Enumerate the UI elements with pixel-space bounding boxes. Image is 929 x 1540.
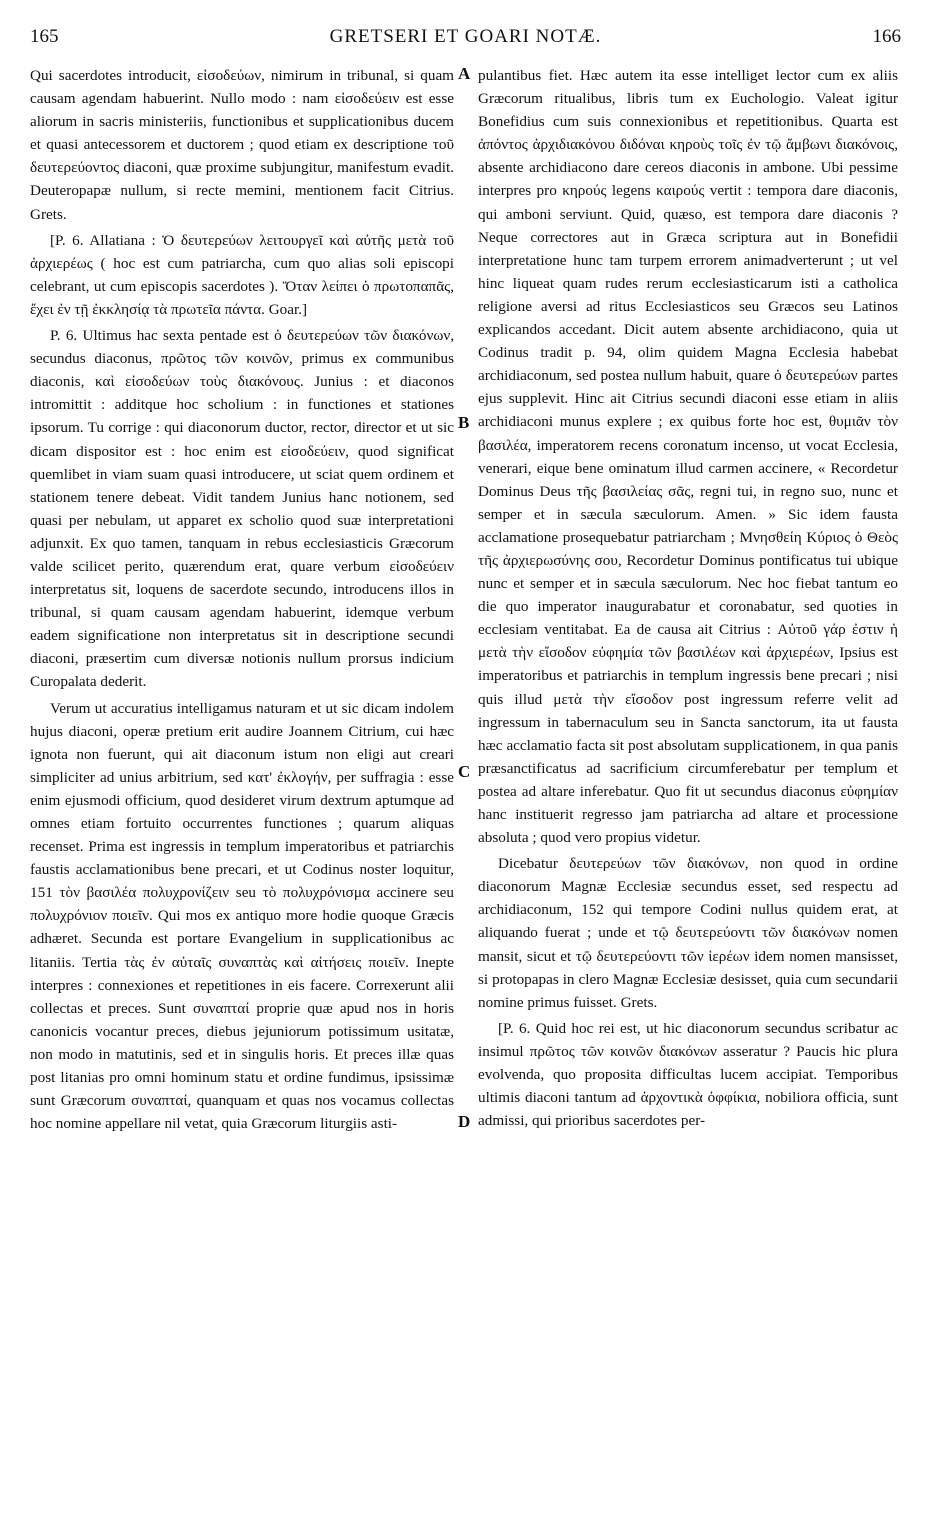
left-column: [30, 64, 454, 1135]
margin-letter-b: B: [458, 413, 470, 432]
paragraph: P. 6. Ultimus hac sexta pentade est ὁ δευτερεύων τῶν διακόνων, secundus diaconus, πρῶτος τῶν κοινῶν, primus ex communibus diaconis, καὶ εἰσοδεύων τοὺς διακόνους. Junius : et diaconos intromittit : additque hoc scholium : in functiones et stationes ipsorum. Tu corrige : qui diaconorum ductor, rector, director et ut sic dicam dispositor est : hoc enim est εἰσοδεύειν, quod significat quemlibet in viam suam quasi introducere, ut sciat quem ordinem et stationem tenere debeat. Vidit tandem Junius hanc notionem, sed quasi per nebulam, ut apparet ex scholio quod suæ interpretationi adjunxit. Ex quo tamen, tanquam in rebus ecclesiasticis Græcorum valde scilicet perito, quærendum erat, quare verbum εἰσοδεύειν interpretatus sit, loquens de sacerdote secundo, introducens illos in tribunal, si quam causam agendam habuerint, idemque verbum eadem significatione non interpretatus sit in descriptione secundi diaconi, præsertim cum diversæ notionis nullum prorsus indicium Curopalata dederit.: [30, 327, 454, 691]
margin-letter-c: C: [458, 762, 471, 781]
paragraph: [P. 6. Quid hoc rei est, ut hic diaconorum secundus scribatur ac insimul πρῶτος τῶν κοινῶν διακόνων asseratur ? Paucis hic plura evolvenda, quo proposita difficultas lucem accipiat. Temporibus ultimis diaconi tantum ad ἀρχοντικὰ ὀφφίκια, nobiliora officia, sunt admissi, qui prioribus sacerdotes per-: [478, 1019, 898, 1130]
paragraph: Verum ut accuratius intelligamus naturam et ut sic dicam indolem hujus diaconi, operæ pretium erit audire Joannem Citrium, cui hæc ignota non fuerunt, qui ait diaconum istum non eligi aut creari simpliciter ad unius arbitrium, sed κατ' ἐκλογήν, per suffragia : esse enim ejusmodi officium, quod desideret virum dextrum aptumque ad omnes etiam fortuito occurrentes functiones ; quarum aliquas recenset. Prima est ingressis in templum imperatoribus et patriarchis faustis acclamationibus bene precari, et ut Codinus noster loquitur, 151 τὸν βασιλέα πολυχρονίζειν seu τὸ πολυχρόνισμα accinere seu πολυχρόνιον ποιεῖν. Qui mos ex antiquo more hodie quoque Græcis adhæret. Secunda est portare Evangelium in supplicationibus ac litaniis. Tertia τὰς ἐν αὐταῖς συναπτὰς καὶ αἰτήσεις ποιεῖν. Inepte interpres : connexiones et repetitiones in eis facere. Correxerunt alii collectas et preces. Sunt συναπταί proprie quæ apud nos in horis canonicis vocantur preces, diebus jejuniorum potissimum usitatæ, non modo in matutinis, sed et in singulis horis. Et preces illæ quas post litanias pro omni hominum statu et ordine fundimus, ipsissimæ sunt Græcorum συναπταί, quanquam et quas nos vocamus collectas hoc nomine appellare nil vetat, quia Græcorum liturgiis asti-: [30, 699, 454, 1133]
paragraph: Dicebatur δευτερεύων τῶν διακόνων, non quod in ordine diaconorum Magnæ Ecclesiæ secundus esset, sed respectu ad archidiaconum, 152 qui tempore Codini nullus quidem erat, at aliquando fuerat ; unde et τῷ δευτερεύοντι τῶν διακόνων nomen mansit, sicut et τῷ δευτερεύοντι τῶν ἱερέων idem nomen mansisset, si protopapas in clero Magnæ Ecclesiæ desisset, quia cum secundarii nomine primus fuisset. Grets.: [478, 855, 898, 1011]
margin-letter-d: D: [458, 1112, 471, 1131]
page-number-right: 166: [872, 26, 901, 47]
paragraph: pulantibus fiet. Hæc autem ita esse intelliget lector cum ex aliis Græcorum ritualibus, libris tum ex Euchologio. Valeat igitur Bonefidius cum suis connexionibus et repetitionibus. Quarta est ἀπόντος ἀρχιδιακόνου διδόναι κηροὺς τοῖς ἐν τῷ ἄμβωνι διακόνοις, absente archidiacono dare cereos diaconis in ambone. Ubi pessime interpres pro κηρούς legens καιρούς vertit : tempora dare diaconis, qui amboni serviunt. Quid, quæso, est tempora dare diaconis ? Neque correctores aut in Græca scriptura aut in Bonefidii interpretatione hunc tam turpem errorem animadverterunt ; ut vel hinc liqueat quam rudes rerum ecclesiasticarum isti a catholica religione aversi ad ritus Ecclesiasticos seu Græcos seu Latinos explicandos accedant. Dicit autem absente archidiacono, quia ut Codinus tradit p. 94, olim quidem Magna Ecclesia habebat archidiaconum, sed postea nullum habuit, quare ὁ δευτερεύων partes ejus supplevit. Hinc ait Citrius secundi diaconi esse etiam in aliis archidiaconi munus explere ; ex quibus forte hoc est, θυμιᾶν τὸν βασιλέα, imperatorem recens coronatum incenso, ut vocat Ecclesia, venerari, eique bene ominatum illud carmen accinere, « Recordetur Dominus Deus τῆς βασιλείας σᾶς, regni tui, in regno suo, nunc et semper et in sæcula sæculorum. Amen. » Sic idem fausta acclamatione prosequebatur patriarcham ; Μνησθείη Κύριος ὁ Θεὸς τῆς ἀρχιερωσύνης σου, Recordetur Dominus pontificatus tui ubique nunc et semper et in sæcula sæculorum. Nec hoc fiebat tantum eo die quo imperator inaugurabatur et coronabatur, sed quoties in ecclesiam ventitabat. Ea de causa ait Citrius : Αὐτοῦ γάρ ἐστιν ἡ μετὰ τὴν εἴσοδον εὐφημία τῶν βασιλέων καὶ ἀρχιερέων, Ipsius est imperatoribus et patriarchis in templum ingressis bene precari ; nisi quis illud μετὰ τὴν εἴσοδον post ingressum referre velit ad ingressum in tabernaculum seu in Sancta sanctorum, ita ut fausta hæc acclamatio facta sit post absolutam supplicationem, in qua panis præsanctificatus ad sacrificium circumferebatur per templum et postea ad altare inferebatur. Quo fit ut secundus diaconus εὐφημίαν hanc instituerit regresso jam patriarcha ad altare et processione absoluta ; quod vero propius videtur.: [478, 67, 898, 847]
right-column: [478, 64, 898, 1132]
margin-letter-a: A: [458, 64, 471, 83]
paragraph: Qui sacerdotes introducit, εἰσοδεύων, nimirum in tribunal, si quam causam agendam habuerint. Nullo modo : nam εἰσοδεύειν est esse aliorum in sacris ministeriis, functionibus et supplicationibus ducem et quasi antecessorem et ductorem ; quod etiam ex descriptione τοῦ δευτερεύοντος diaconi, quæ proxime subjungitur, manifestum evadit. Deuteropapæ nullum, si recte memini, mentionem facit Citrius. Grets.: [30, 67, 454, 223]
running-title: GRETSERI ET GOARI NOTÆ.: [329, 26, 602, 47]
paragraph: [P. 6. Allatiana : Ὁ δευτερεύων λειτουργεῖ καὶ αὐτῆς μετὰ τοῦ ἀρχιερέως ( hoc est cum patriarcha, cum quo alias soli episcopi celebrant, ut cum episcopis sacerdotes ). Ὅταν λείπει ὁ πρωτοπαπᾶς, ἔχει ἐν τῇ ἐκκλησίᾳ τὰ πρωτεῖα πάντα. Goar.]: [30, 231, 454, 318]
page-header: [30, 22, 901, 62]
page-number-left: 165: [30, 26, 59, 47]
